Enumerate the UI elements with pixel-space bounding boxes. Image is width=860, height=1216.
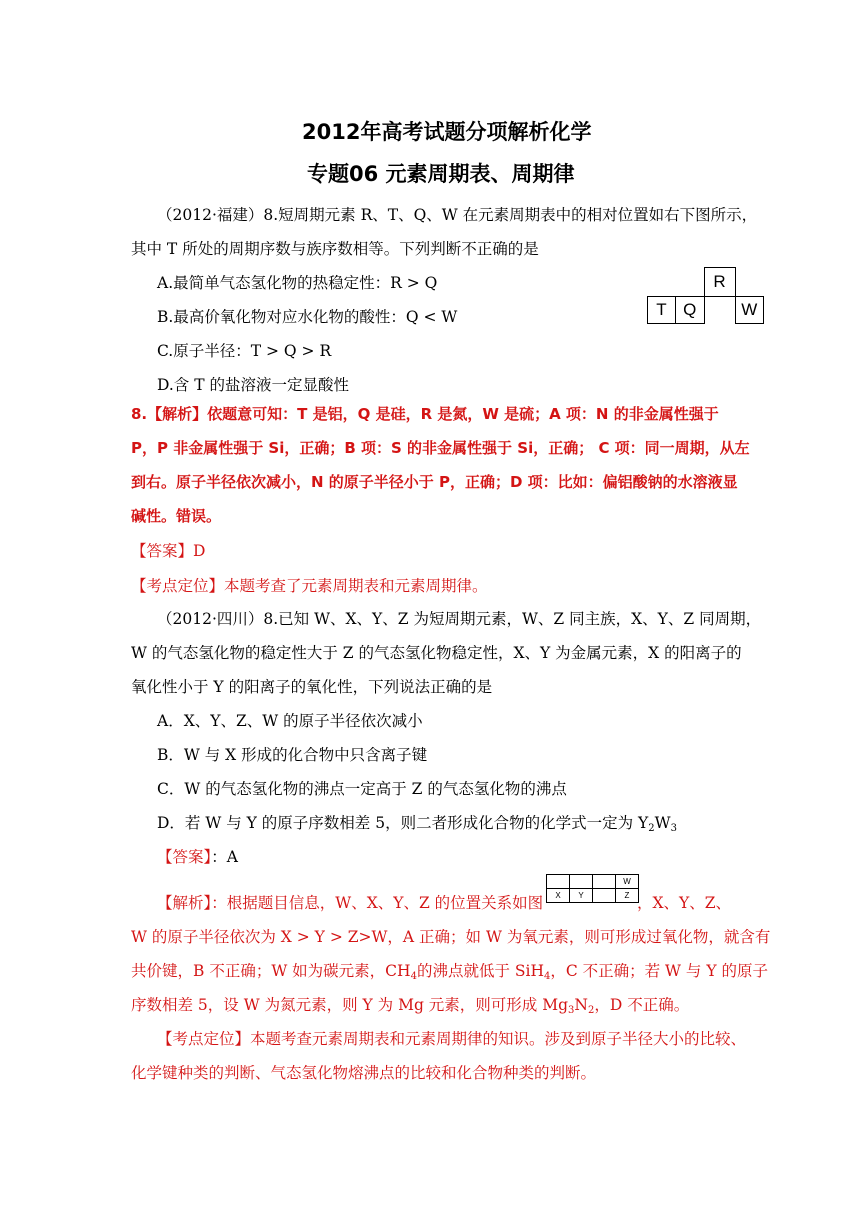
q2-option-d xyxy=(157,813,677,833)
q1-kaodian xyxy=(131,576,488,596)
q1-answer-value: D xyxy=(193,542,206,560)
q1-stem-line1: （2012·福建）8.短周期元素 R、T、Q、W 在元素周期表中的相对位置如右下图所示， xyxy=(157,206,758,224)
cell-w: W xyxy=(616,875,639,889)
q2-stem-line2: W 的气态氢化物的稳定性大于 Z 的气态氢化物稳定性，X、Y 为金属元素，X 的阳离子的 xyxy=(131,644,742,662)
q1-option-d: D.含 T 的盐溶液一定显酸性 xyxy=(157,376,349,394)
q1-option-c: C.原子半径：T > Q > R xyxy=(157,342,332,360)
q1-option-b: B.最高价氧化物对应水化物的酸性：Q < W xyxy=(157,308,458,326)
q1-analysis-line4: 碱性。错误。 xyxy=(131,507,222,525)
q2-answer-label: 【答案】 xyxy=(157,848,212,866)
q2-analysis-line2: W 的原子半径依次为 X > Y > Z>W，A 正确；如 W 为氧元素，则可形成过氧化物，就含有 xyxy=(131,928,771,946)
page-title: 2012年高考试题分项解析化学 xyxy=(302,120,592,144)
q2-analysis-line1b: ，X、Y、Z、 xyxy=(637,894,732,912)
q2-analysis-line4c: ，D 不正确。 xyxy=(594,996,690,1014)
cell-z: Z xyxy=(616,889,639,903)
q2-kaodian-line1 xyxy=(157,1029,746,1049)
q2-analysis-line3b: 的沸点就低于 SiH xyxy=(416,962,544,980)
q1-kaodian-text: 本题考查了元素周期表和元素周期律。 xyxy=(224,577,488,595)
q2-stem-line3: 氧化性小于 Y 的阳离子的氧化性，下列说法正确的是 xyxy=(131,678,493,696)
cell-r: R xyxy=(704,268,735,297)
cell-y: Y xyxy=(570,889,593,903)
q1-analysis-line3: 到右。原子半径依次减小，N 的原子半径小于 P，正确；D 项：比如：偏铝酸钠的水溶液显 xyxy=(131,473,738,491)
q1-kaodian-label: 【考点定位】 xyxy=(131,577,225,595)
q2-kaodian-label: 【考点定位】 xyxy=(157,1030,251,1048)
cell-w: W xyxy=(735,297,764,324)
q1-analysis-line1: 8.【解析】依题意可知：T 是铝，Q 是硅，R 是氮，W 是硫；A 项：N 的非金属性强于 xyxy=(131,405,719,423)
q2-option-d-sub2: 3 xyxy=(670,823,677,834)
cell-t: T xyxy=(648,297,676,324)
q2-analysis-line4 xyxy=(131,995,689,1015)
q2-analysis-line4-sub2: 2 xyxy=(587,1005,595,1016)
q1-periodic-table xyxy=(647,267,764,324)
q1-option-a: A.最简单气态氢化物的热稳定性：R > Q xyxy=(157,274,438,292)
q2-option-c: C．W 的气态氢化物的沸点一定高于 Z 的气态氢化物的沸点 xyxy=(157,780,567,798)
q1-answer-label: 【答案】 xyxy=(131,542,194,560)
q2-analysis-line3c: ，C 不正确；若 W 与 Y 的原子 xyxy=(550,962,769,980)
q2-kaodian-line2: 化学键种类的判断、气态氢化物熔沸点的比较和化合物种类的判断。 xyxy=(131,1064,597,1082)
q2-analysis-line4a: 序数相差 5，设 W 为氮元素，则 Y 为 Mg 元素，则可形成 Mg xyxy=(131,996,569,1014)
page-subtitle: 专题06 元素周期表、周期律 xyxy=(307,162,575,186)
q2-option-d-prefix: D．若 W 与 Y 的原子序数相差 5，则二者形成化合物的化学式一定为 Y xyxy=(157,814,649,832)
cell-x: X xyxy=(547,889,570,903)
q1-answer xyxy=(131,541,205,561)
q2-option-b: B．W 与 X 形成的化合物中只含离子键 xyxy=(157,746,428,764)
q2-option-d-sub1: 2 xyxy=(648,823,655,834)
q2-analysis-line3-sub2: 4 xyxy=(543,971,551,982)
q2-option-a: A．X、Y、Z、W 的原子半径依次减小 xyxy=(157,712,423,730)
q2-periodic-table xyxy=(546,874,639,903)
q2-stem-line1: （2012·四川）8.已知 W、X、Y、Z 为短周期元素，W、Z 同主族，X、Y、Z 同周期， xyxy=(157,610,762,628)
q2-analysis-line4b: N xyxy=(574,996,588,1014)
q2-analysis-line4-sub1: 3 xyxy=(568,1005,575,1016)
q2-analysis-line3 xyxy=(131,961,768,981)
q2-analysis-line3a: 共价键，B 不正确；W 如为碳元素，CH xyxy=(131,962,411,980)
q2-answer-value: ：A xyxy=(211,848,238,866)
q2-option-d-mid: W xyxy=(654,814,671,832)
q2-analysis-text1: ：根据题目信息，W、X、Y、Z 的位置关系如图 xyxy=(211,894,544,912)
q2-analysis-line1a xyxy=(157,893,543,913)
q2-kaodian-text1: 本题考查元素周期表和元素周期律的知识。涉及到原子半径大小的比较、 xyxy=(250,1030,747,1048)
q2-analysis-line3-sub1: 4 xyxy=(410,971,417,982)
q1-analysis-line2: P，P 非金属性强于 Si，正确；B 项：S 的非金属性强于 Si，正确； C 项：同一周期，从左 xyxy=(131,439,750,457)
cell-q: Q xyxy=(676,297,705,324)
q1-stem-line2: 其中 T 所处的周期序数与族序数相等。下列判断不正确的是 xyxy=(131,240,539,258)
q2-analysis-label: 【解析】 xyxy=(157,894,212,912)
q2-answer xyxy=(157,847,238,867)
